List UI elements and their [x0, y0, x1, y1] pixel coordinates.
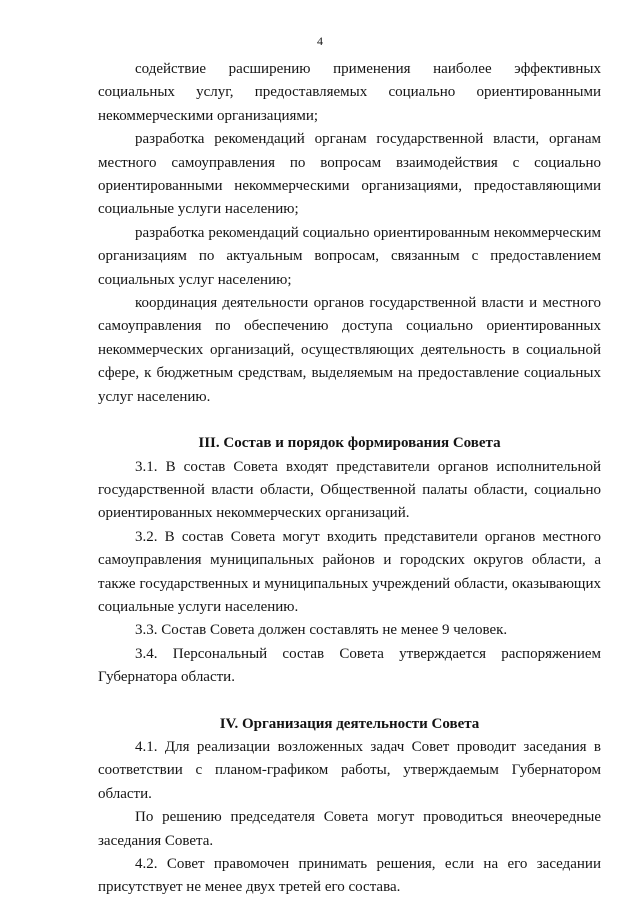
page-number: 4 [317, 34, 323, 48]
paragraph-recommendations-authorities: разработка рекомендаций органам государственной власти, органам местного самоуправления по вопросам взаимодействия с социально ориентированными некоммерческими организациями, предоставляющими социальные услуги населению; [98, 131, 601, 218]
paragraph-recommendations-nko: разработка рекомендаций социально ориентированным некоммерческим организациям по актуальным вопросам, связанным с предоставлением социальных услуг населению; [98, 224, 601, 288]
clause-3-3: 3.3. Состав Совета должен составлять не менее 9 человек. [135, 622, 508, 639]
paragraph-coordination: координация деятельности органов государственной власти и местного самоуправления по обеспечению доступа социально ориентированных некоммерческих организаций, осуществляющих деятельность в социальной сфере, к бюджетным средствам, выделяемым на предоставление социальных услуг населению. [98, 295, 601, 405]
clause-3-2: 3.2. В состав Совета могут входить представители органов местного самоуправления муниципальных районов и городских округов области, а также государственных и муниципальных учреждений области, оказывающих социальные услуги населению. [98, 528, 601, 615]
section-spacer [98, 409, 601, 432]
document-body [98, 58, 601, 900]
section-spacer [98, 690, 601, 713]
clause-4-2: 4.2. Совет правомочен принимать решения, если на его заседании присутствует не менее двух третей его состава. [98, 856, 601, 896]
clause-3-4: 3.4. Персональный состав Совета утверждается распоряжением Губернатора области. [98, 645, 601, 686]
section-3-heading: III. Состав и порядок формирования Совета [198, 435, 501, 452]
clause-3-1: 3.1. В состав Совета входят представители органов исполнительной государственной власти области, Общественной палаты области, социально ориентированных некоммерческих организаций. [98, 458, 601, 522]
paragraph-promotion: содействие расширению применения наиболее эффективных социальных услуг, предоставляемых социально ориентированными некоммерческими организациями; [98, 61, 601, 124]
section-4-heading: IV. Организация деятельности Совета [219, 715, 480, 732]
paragraph-extraordinary-meetings: По решению председателя Совета могут проводиться внеочередные заседания Совета. [98, 809, 601, 849]
clause-4-1: 4.1. Для реализации возложенных задач Совет проводит заседания в соответствии с планом-графиком работы, утверждаемым Губернатором области. [98, 738, 601, 802]
